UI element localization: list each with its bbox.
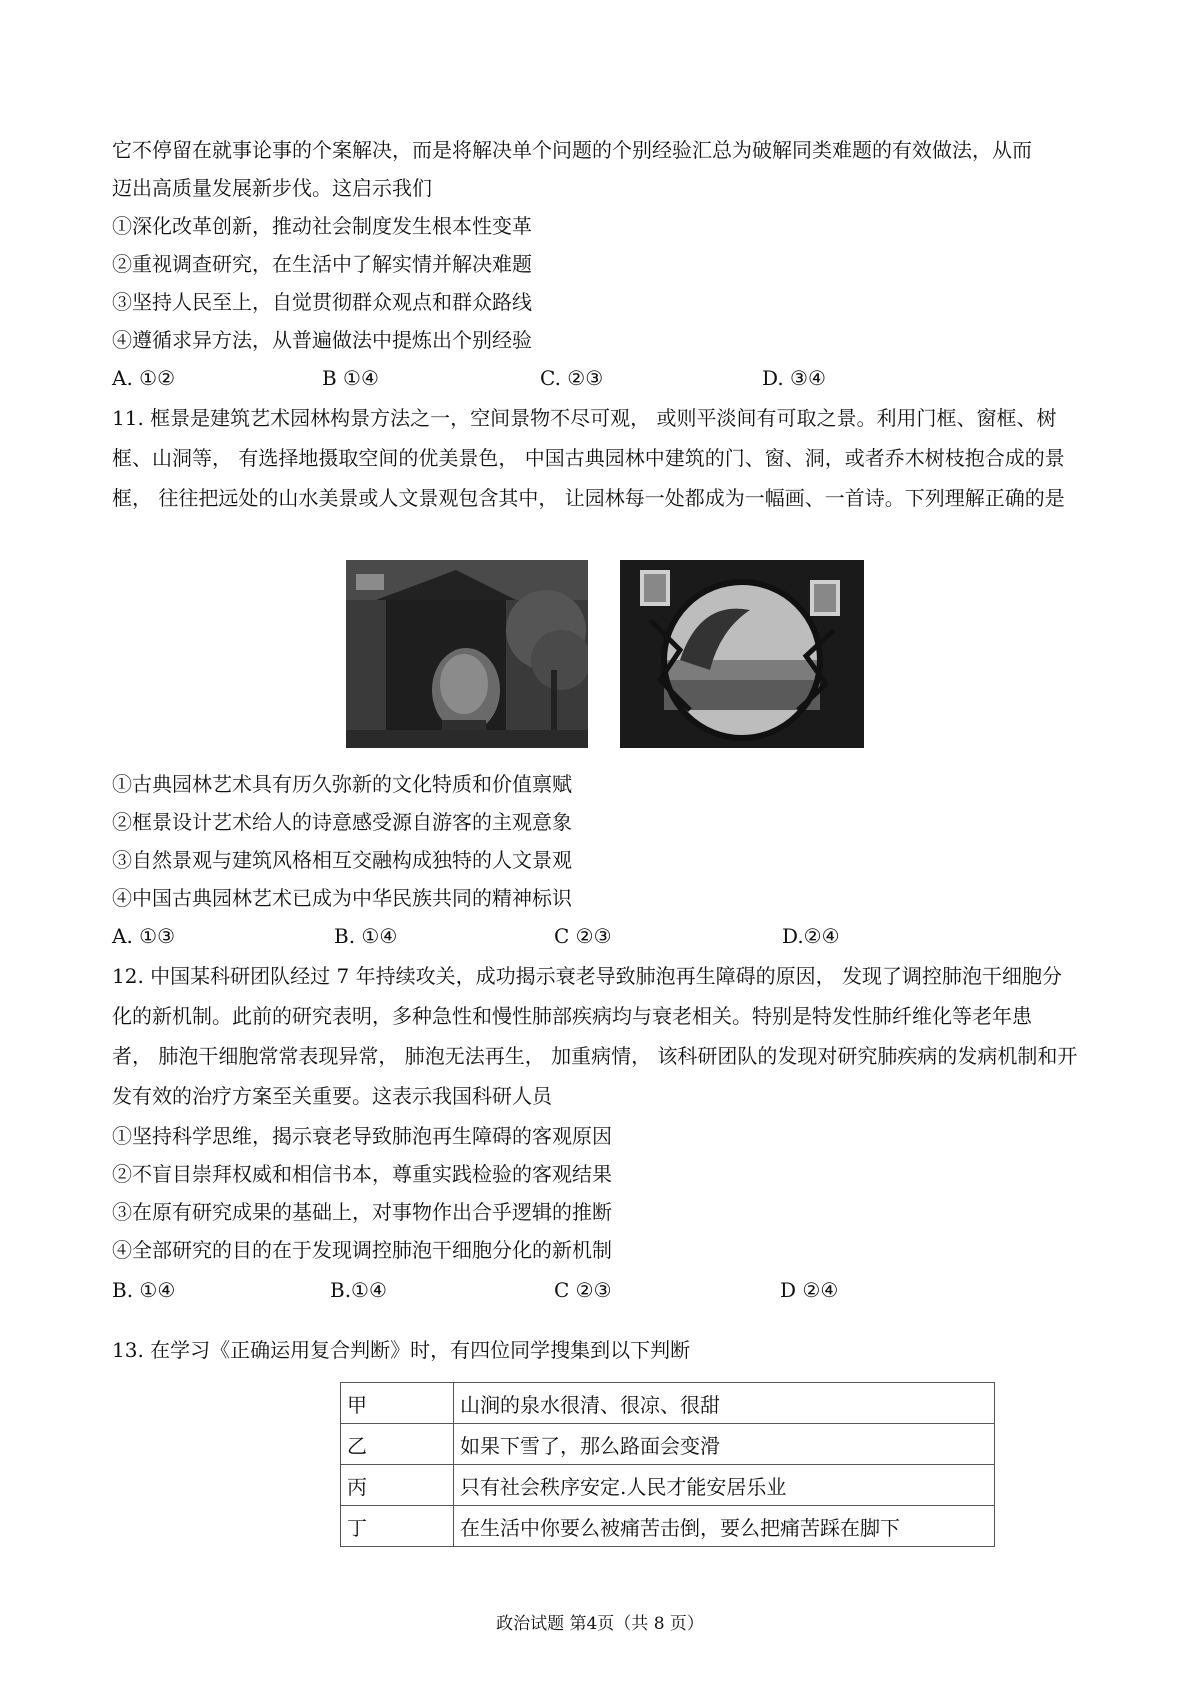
q13-stem: 13. 在学习《正确运用复合判断》时，有四位同学搜集到以下判断 (112, 1338, 691, 1362)
q12-option-c: C ②③ (554, 1278, 612, 1302)
q12-stem-line-1: 12. 中国某科研团队经过 7 年持续攻关，成功揭示衰老导致肺泡再生障碍的原因， 发现了调控肺泡干细胞分 (112, 964, 1062, 988)
q12-statement-2: ②不盲目崇拜权威和相信书本，尊重实践检验的客观结果 (112, 1162, 612, 1186)
q11-stem-line-3: 框， 往往把远处的山水美景或人文景观包含其中， 让园林每一处都成为一幅画、一首诗。下列理解正确的是 (112, 486, 1065, 510)
table-row (341, 1424, 995, 1465)
q10-stem-line-2: 迈出高质量发展新步伐。这启示我们 (112, 176, 432, 200)
q11-option-d: D.②④ (782, 924, 840, 948)
q12-statement-1: ①坚持科学思维，揭示衰老导致肺泡再生障碍的客观原因 (112, 1124, 612, 1148)
q10-options (112, 364, 1102, 392)
q12-options (112, 1276, 1102, 1304)
q10-stem-line-1: 它不停留在就事论事的个案解决，而是将解决单个问题的个别经验汇总为破解同类难题的有效做法，从而 (112, 138, 1032, 162)
table-row (341, 1383, 995, 1424)
q10-statement-3: ③坚持人民至上，自觉贯彻群众观点和群众路线 (112, 290, 532, 314)
q11-options (112, 922, 1102, 950)
q11-option-c: C ②③ (554, 924, 612, 948)
table-text: 在生活中你要么被痛苦击倒，要么把痛苦踩在脚下 (454, 1506, 995, 1547)
q12-option-a: B. ①④ (112, 1278, 176, 1302)
table-row (341, 1506, 995, 1547)
table-key: 丁 (341, 1506, 454, 1547)
table-key: 乙 (341, 1424, 454, 1465)
q11-stem-line-1: 11. 框景是建筑艺术园林构景方法之一，空间景物不尽可观， 或则平淡间有可取之景。利用门框、窗框、树 (112, 406, 1057, 430)
q11-statement-4: ④中国古典园林艺术已成为中华民族共同的精神标识 (112, 886, 572, 910)
q11-garden-photos (0, 560, 1200, 748)
q12-stem-line-2: 化的新机制。此前的研究表明，多种急性和慢性肺部疾病均与衰老相关。特别是特发性肺纤维化等老年患 (112, 1004, 1032, 1028)
q10-statement-4: ④遵循求异方法，从普遍做法中提炼出个别经验 (112, 328, 532, 352)
q11-statement-1: ①古典园林艺术具有历久弥新的文化特质和价值禀赋 (112, 772, 572, 796)
table-text: 如果下雪了，那么路面会变滑 (454, 1424, 995, 1465)
q11-statement-3: ③自然景观与建筑风格相互交融构成独特的人文景观 (112, 848, 572, 872)
q12-statement-4: ④全部研究的目的在于发现调控肺泡干细胞分化的新机制 (112, 1238, 612, 1262)
q12-statement-3: ③在原有研究成果的基础上，对事物作出合乎逻辑的推断 (112, 1200, 612, 1224)
q10-option-c: C. ②③ (540, 366, 604, 390)
q12-option-b: B.①④ (330, 1278, 387, 1302)
table-text: 只有社会秩序安定.人民才能安居乐业 (454, 1465, 995, 1506)
q11-option-a: A. ①③ (112, 924, 176, 948)
q10-statement-2: ②重视调查研究，在生活中了解实情并解决难题 (112, 252, 532, 276)
table-text: 山涧的泉水很清、很凉、很甜 (454, 1383, 995, 1424)
q11-option-b: B. ①④ (334, 924, 398, 948)
q12-stem-line-3: 者， 肺泡干细胞常常表现异常， 肺泡无法再生， 加重病情， 该科研团队的发现对研究肺疾病的发病机制和开 (112, 1044, 1078, 1068)
garden-doorway-photo (346, 560, 588, 748)
q10-option-b: B ①④ (322, 366, 379, 390)
q10-statement-1: ①深化改革创新，推动社会制度发生根本性变革 (112, 214, 532, 238)
q11-statement-2: ②框景设计艺术给人的诗意感受源自游客的主观意象 (112, 810, 572, 834)
table-row (341, 1465, 995, 1506)
table-key: 甲 (341, 1383, 454, 1424)
garden-window-photo (620, 560, 864, 748)
q12-option-d: D ②④ (780, 1278, 839, 1302)
page-footer: 政治试题 第4页（共 8 页） (496, 1614, 704, 1634)
q13-judgment-table (340, 1382, 995, 1547)
table-key: 丙 (341, 1465, 454, 1506)
q10-option-d: D. ③④ (762, 366, 826, 390)
q10-option-a: A. ①② (112, 366, 176, 390)
q12-stem-line-4: 发有效的治疗方案至关重要。这表示我国科研人员 (112, 1084, 552, 1108)
q11-stem-line-2: 框、山洞等， 有选择地摄取空间的优美景色， 中国古典园林中建筑的门、窗、洞，或者乔木树枝抱合成的景 (112, 446, 1065, 470)
